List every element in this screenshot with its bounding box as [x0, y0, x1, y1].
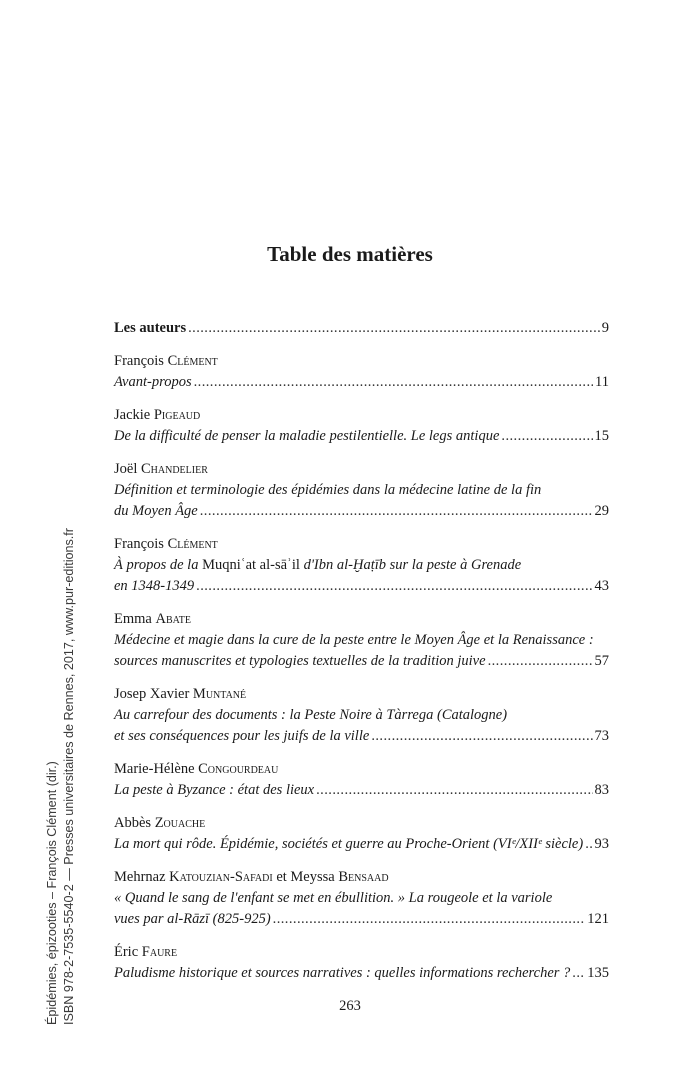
entry-page: 15: [594, 428, 609, 444]
entry-author: Abbès Zouache: [114, 815, 206, 831]
entry-title: Au carrefour des documents : la Peste Noire à Tàrrega (Catalogne): [114, 707, 508, 723]
entry-title-line: [114, 834, 609, 855]
entry-title-line: [114, 909, 609, 930]
entry-title: Médecine et magie dans la cure de la peste entre le Moyen Âge et la Renaissance :: [114, 632, 594, 648]
toc-entry[interactable]: [114, 405, 609, 447]
entry-title-line: [114, 426, 609, 447]
toc-entry[interactable]: [114, 813, 609, 855]
copyright-sidebar: [44, 528, 78, 1025]
entry-page: 29: [594, 503, 609, 519]
entry-page: 57: [594, 653, 609, 669]
dot-leader: [371, 726, 592, 747]
toc-entry[interactable]: [114, 534, 609, 597]
entry-title-cont: du Moyen Âge: [114, 503, 198, 519]
entry-title: Avant-propos: [114, 374, 192, 390]
toc-entry[interactable]: [114, 759, 609, 801]
toc-entry[interactable]: [114, 609, 609, 672]
entry-page: 93: [594, 836, 609, 852]
entry-author: Marie-Hélène Congourdeau: [114, 761, 279, 777]
auteurs-page: 9: [601, 320, 609, 336]
entry-title-line: [114, 651, 609, 672]
entry-title-cont: et ses conséquences pour les juifs de la ville: [114, 728, 370, 744]
entry-title-line: [114, 576, 609, 597]
entry-title: La mort qui rôde. Épidémie, sociétés et guerre au Proche-Orient (VIᵉ/XIIᵉ siècle): [114, 836, 584, 852]
entry-author: François Clément: [114, 353, 218, 369]
entry-title-cont: sources manuscrites et typologies textuelles de la tradition juive: [114, 653, 486, 669]
dot-leader: [501, 426, 592, 447]
sidebar-line-isbn: ISBN 978-2-7535-5540-2 — Presses universitaires de Rennes, 2017, www.pur-editions.fr: [62, 527, 76, 1025]
dot-leader: [188, 320, 600, 337]
entry-title-cont: en 1348-1349: [114, 578, 195, 594]
entry-title: La peste à Byzance : état des lieux: [114, 782, 315, 798]
entry-title-line: [114, 780, 609, 801]
auteurs-label: Les auteurs: [114, 320, 187, 336]
dot-leader: [200, 501, 593, 522]
entry-page: 11: [595, 374, 609, 390]
entry-page: 121: [587, 911, 609, 927]
entry-author: Josep Xavier Muntané: [114, 686, 247, 702]
toc-entry[interactable]: [114, 942, 609, 984]
dot-leader: [196, 576, 592, 597]
entry-author: Jackie Pigeaud: [114, 407, 201, 423]
toc-entry[interactable]: [114, 867, 609, 930]
entry-title: Définition et terminologie des épidémies dans la médecine latine de la fin: [114, 482, 542, 498]
entry-title: De la difficulté de penser la maladie pestilentielle. Le legs antique: [114, 428, 500, 444]
dot-leader: [585, 834, 592, 855]
entry-page: 135: [587, 965, 609, 981]
entry-author: Emma Abate: [114, 611, 191, 627]
dot-leader: [194, 372, 593, 393]
entry-title-line: [114, 501, 609, 522]
entry-page: 43: [594, 578, 609, 594]
dot-leader: [572, 963, 585, 984]
entry-title-line: [114, 963, 609, 984]
toc-entry-auteurs[interactable]: [114, 320, 609, 337]
entry-title: À propos de la Muqniʿat al-sāʾil d'Ibn al-Ḫaṭīb sur la peste à Grenade: [114, 557, 522, 573]
entry-page: 73: [594, 728, 609, 744]
entry-title: « Quand le sang de l'enfant se met en ébullition. » La rougeole et la variole: [114, 890, 553, 906]
entry-author: Éric Faure: [114, 944, 178, 960]
table-of-contents: [114, 320, 609, 996]
page-title: Table des matières: [267, 242, 433, 266]
toc-entry[interactable]: [114, 459, 609, 522]
toc-entry[interactable]: [114, 684, 609, 747]
entry-title-line: [114, 372, 609, 393]
entry-title-line: [114, 726, 609, 747]
toc-entry[interactable]: [114, 351, 609, 393]
dot-leader: [488, 651, 593, 672]
entry-author: Joël Chandelier: [114, 461, 208, 477]
entry-author: François Clément: [114, 536, 218, 552]
sidebar-line-title: Épidémies, épizooties – François Clément (dir.): [45, 761, 59, 1025]
entry-author: Mehrnaz Katouzian-Safadi et Meyssa Bensaad: [114, 869, 389, 885]
entry-title-cont: vues par al-Rāzī (825-925): [114, 911, 271, 927]
dot-leader: [273, 909, 586, 930]
dot-leader: [316, 780, 592, 801]
entry-title: Paludisme historique et sources narratives : quelles informations rechercher ?: [114, 965, 571, 981]
page-number: 263: [339, 998, 361, 1014]
entry-page: 83: [594, 782, 609, 798]
